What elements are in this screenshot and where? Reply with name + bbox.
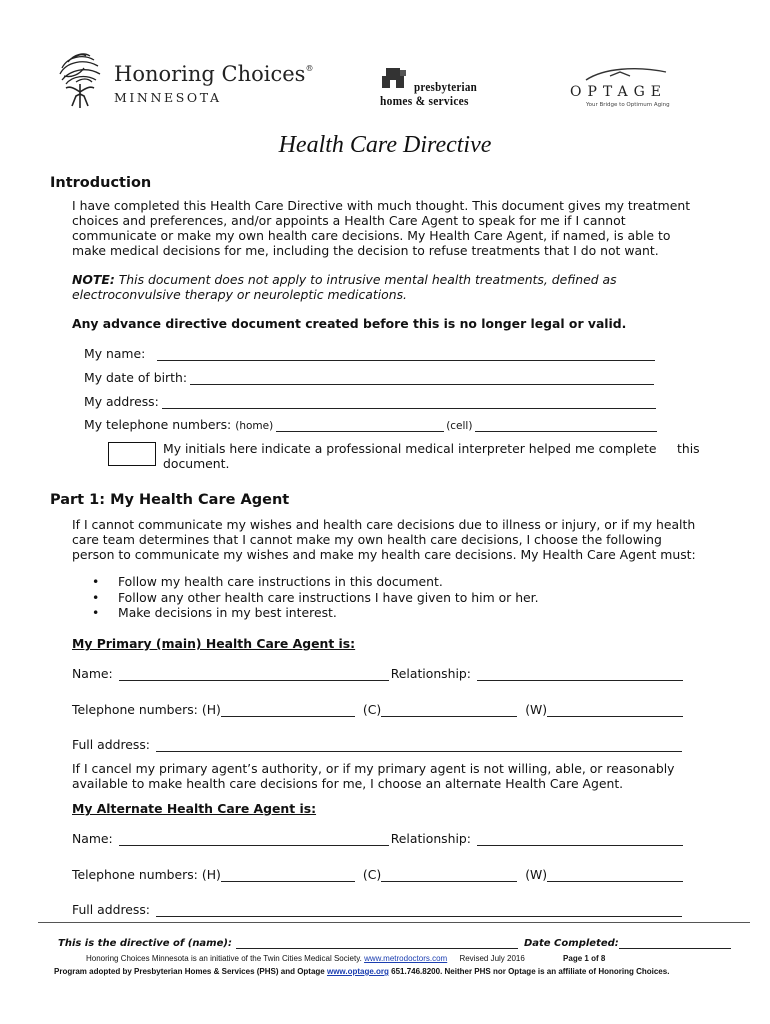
intro-line: make medical decisions for me, including the decision to refuse treatments that I do not want. — [72, 243, 659, 258]
my-name-input[interactable] — [157, 347, 655, 361]
alternate-relationship-label: Relationship: — [390, 831, 471, 846]
primary-c-label: (C) — [362, 702, 382, 717]
alternate-address-label: Full address: — [72, 902, 150, 917]
my-dob-row — [84, 370, 656, 385]
metrodoctors-link[interactable]: www.metrodoctors.com — [364, 954, 448, 963]
optage-tagline: Your Bridge to Optimum Aging — [586, 102, 670, 108]
intro-line: I have completed this Health Care Directive with much thought. This document gives my treatment — [72, 198, 691, 213]
alternate-phone-label: Telephone numbers: — [72, 867, 198, 882]
home-phone-label: (home) — [235, 420, 274, 432]
primary-phone-label: Telephone numbers: — [72, 702, 198, 717]
page-title: Health Care Directive — [278, 132, 492, 158]
tree-icon — [54, 48, 106, 110]
directive-of-label: This is the directive of (name): — [58, 938, 232, 949]
primary-relationship-input[interactable] — [477, 667, 683, 681]
directive-name-input[interactable] — [236, 938, 518, 949]
intro-line: choices and preferences, and/or appoints a Health Care Agent to speak for me if I cannot — [72, 213, 626, 228]
house-icon — [380, 66, 410, 90]
primary-address-label: Full address: — [72, 737, 150, 752]
presbyterian-wordmark: presbyterian — [414, 79, 478, 94]
interpreter-this: this — [677, 441, 700, 456]
honoring-choices-wordmark: Honoring Choices® — [114, 62, 314, 86]
affiliate-disclaimer: 651.746.8200. Neither PHS nor Optage is an affiliate of Honoring Choices. — [388, 967, 670, 976]
primary-address-input[interactable] — [156, 738, 682, 752]
optage-logo — [566, 64, 676, 110]
primary-c-input[interactable] — [381, 703, 517, 717]
interpreter-line: My initials here indicate a professional medical interpreter helped me complete — [163, 441, 657, 456]
alternate-intro — [72, 761, 674, 791]
part1-body — [72, 517, 696, 562]
footer-directive-row — [58, 938, 731, 949]
primary-h-label: (H) — [201, 702, 221, 717]
my-name-row — [84, 346, 657, 361]
alternate-line: available to make health care decisions for me, I choose an alternate Health Care Agent. — [72, 776, 624, 791]
alternate-address-input[interactable] — [156, 903, 682, 917]
primary-agent-heading: My Primary (main) Health Care Agent is: — [72, 636, 356, 651]
list-item: • Make decisions in my best interest. — [92, 605, 539, 621]
alternate-w-label: (W) — [525, 867, 548, 882]
interpreter-text — [163, 441, 703, 471]
optage-wordmark: OPTAGE — [570, 84, 667, 100]
alternate-h-input[interactable] — [221, 868, 355, 882]
page-number: Page 1 of 8 — [563, 954, 606, 963]
date-completed-input[interactable] — [619, 938, 731, 949]
alternate-name-label: Name: — [72, 831, 113, 846]
list-item: • Follow my health care instructions in this document. — [92, 574, 539, 590]
note-label: NOTE: — [72, 272, 115, 287]
validity-warning: Any advance directive document created before this is no longer legal or valid. — [72, 316, 627, 331]
primary-name-row — [72, 666, 685, 681]
primary-h-input[interactable] — [221, 703, 355, 717]
my-name-label: My name: — [84, 346, 146, 361]
interpreter-initials-box[interactable] — [108, 442, 156, 466]
primary-address-row — [72, 737, 684, 752]
alternate-c-label: (C) — [362, 867, 382, 882]
homes-services-wordmark: homes & services — [380, 93, 469, 108]
footer-initiative-text: Honoring Choices Minnesota is an initiative of the Twin Cities Medical Society. — [86, 954, 365, 963]
program-adopted-text: Program adopted by Presbyterian Homes & Services (PHS) and Optage — [54, 967, 327, 976]
alternate-h-label: (H) — [201, 867, 221, 882]
cell-phone-input[interactable] — [475, 418, 657, 432]
list-item: • Follow any other health care instructions I have given to him or her. — [92, 590, 539, 606]
optage-link[interactable]: www.optage.org — [326, 967, 389, 976]
footer-line-3 — [54, 967, 669, 976]
my-phone-label: My telephone numbers: — [84, 417, 232, 432]
minnesota-wordmark: MINNESOTA — [114, 90, 222, 105]
alternate-address-row — [72, 902, 684, 917]
my-dob-input[interactable] — [190, 371, 654, 385]
my-address-row — [84, 394, 658, 409]
my-address-input[interactable] — [162, 395, 656, 409]
alternate-c-input[interactable] — [381, 868, 517, 882]
primary-w-input[interactable] — [547, 703, 683, 717]
footer-line-2 — [86, 954, 605, 963]
alternate-phone-row — [72, 867, 685, 882]
introduction-body — [72, 198, 690, 258]
intro-line: communicate or make my own health care decisions. My Health Care Agent, if named, is able to — [72, 228, 671, 243]
swoosh-icon — [580, 64, 670, 84]
primary-name-label: Name: — [72, 666, 113, 681]
primary-relationship-label: Relationship: — [390, 666, 471, 681]
interpreter-line: document. — [163, 456, 230, 471]
alternate-agent-heading: My Alternate Health Care Agent is: — [72, 801, 317, 816]
introduction-heading: Introduction — [50, 175, 152, 191]
part1-line: If I cannot communicate my wishes and health care decisions due to illness or injury, or if my health — [72, 517, 696, 532]
primary-phone-row — [72, 702, 685, 717]
note-text — [72, 272, 617, 302]
alternate-name-row — [72, 831, 685, 846]
my-phone-row — [84, 417, 659, 432]
cell-phone-label: (cell) — [446, 420, 473, 432]
part1-line: care team determines that I cannot make my own health care decisions, I choose the following — [72, 532, 662, 547]
presbyterian-logo — [378, 64, 488, 110]
footer-divider — [38, 922, 750, 923]
primary-w-label: (W) — [525, 702, 548, 717]
alternate-w-input[interactable] — [547, 868, 683, 882]
part1-line: person to communicate my wishes and make my health care decisions. My Health Care Agent must: — [72, 547, 696, 562]
alternate-name-input[interactable] — [119, 832, 389, 846]
primary-name-input[interactable] — [119, 667, 389, 681]
honoring-choices-logo — [54, 48, 314, 110]
my-dob-label: My date of birth: — [84, 370, 188, 385]
home-phone-input[interactable] — [276, 418, 444, 432]
agent-requirements-list — [92, 574, 539, 621]
alternate-line: If I cancel my primary agent’s authority, or if my primary agent is not willing, able, or reasonably — [72, 761, 675, 776]
part1-heading: Part 1: My Health Care Agent — [50, 492, 290, 508]
revised-date: Revised July 2016 — [459, 954, 525, 963]
alternate-relationship-input[interactable] — [477, 832, 683, 846]
date-completed-label: Date Completed: — [523, 938, 619, 949]
my-address-label: My address: — [84, 394, 159, 409]
note-line: This document does not apply to intrusive mental health treatments, defined as — [114, 272, 617, 287]
note-line: electroconvulsive therapy or neuroleptic medications. — [72, 287, 407, 302]
